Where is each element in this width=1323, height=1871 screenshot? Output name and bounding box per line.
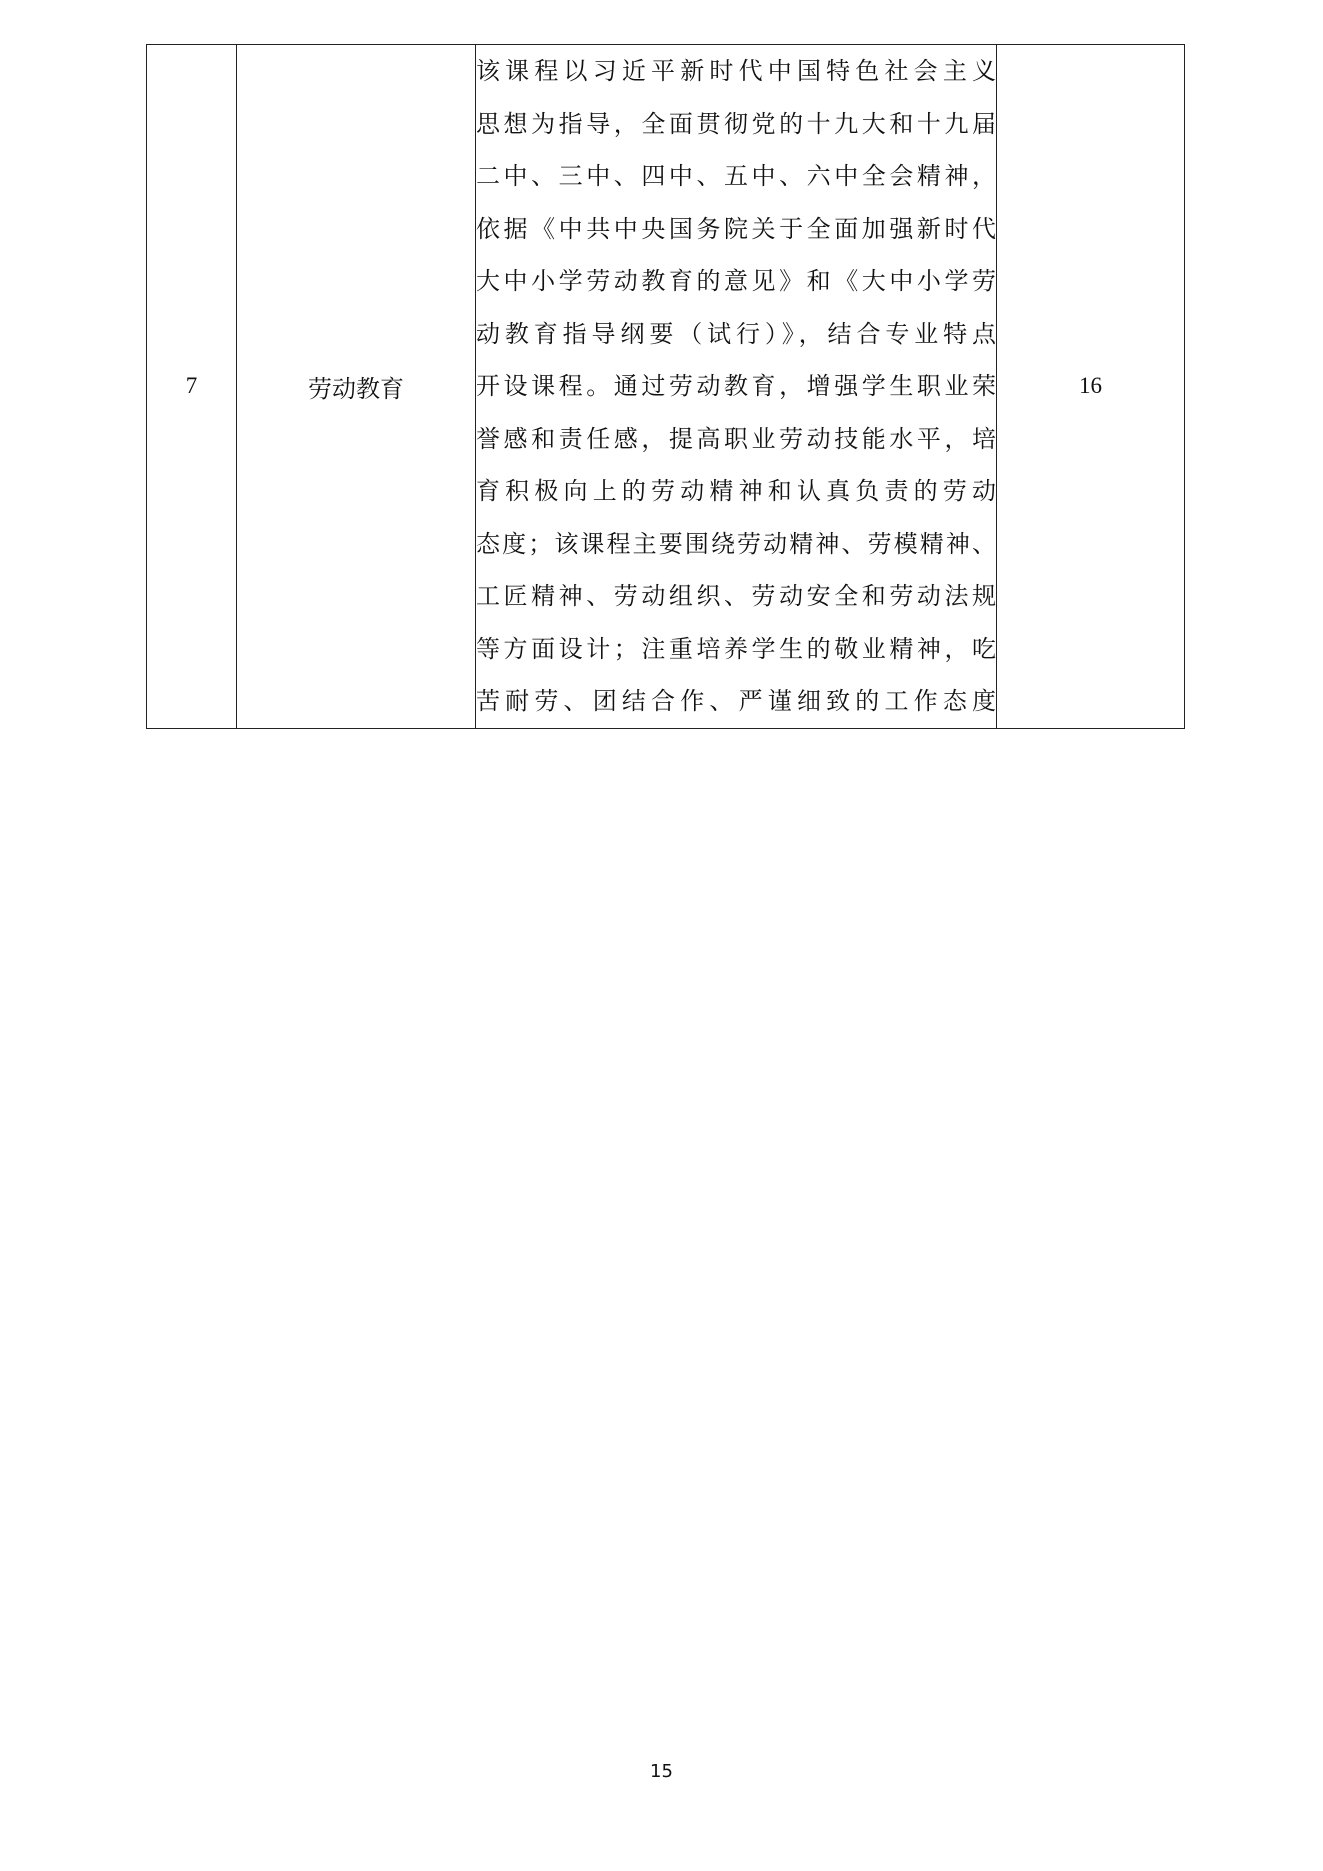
page-number: 15 [650, 1761, 673, 1782]
description-line: 思想为指导，全面贯彻党的十九大和十九届 [476, 109, 996, 138]
description-line: 苦耐劳、团结合作、严谨细致的工作态度 [476, 687, 996, 715]
course-table [146, 44, 1185, 729]
description-line: 育积极向上的劳动精神和认真负责的劳动 [476, 477, 996, 505]
description-line: 依据《中共中央国务院关于全面加强新时代 [476, 214, 996, 243]
description-line: 该课程以习近平新时代中国特色社会主义 [476, 57, 996, 85]
course-hours-cell: 16 [997, 45, 1185, 729]
course-description-cell [476, 45, 997, 729]
description-line: 动教育指导纲要（试行）》，结合专业特点 [476, 319, 996, 348]
description-line: 态度；该课程主要围绕劳动精神、劳模精神、 [476, 529, 996, 558]
description-line: 大中小学劳动教育的意见》和《大中小学劳 [476, 267, 996, 295]
description-line: 工匠精神、劳动组织、劳动安全和劳动法规 [476, 582, 996, 610]
course-name-cell: 劳动教育 [237, 45, 476, 729]
description-line: 誉感和责任感，提高职业劳动技能水平，培 [476, 424, 996, 453]
description-line: 开设课程。通过劳动教育，增强学生职业荣 [476, 372, 996, 400]
row-index-cell: 7 [147, 45, 237, 729]
table-row [147, 45, 1185, 729]
description-line: 等方面设计；注重培养学生的敬业精神，吃 [476, 634, 996, 663]
description-line: 二中、三中、四中、五中、六中全会精神， [476, 162, 996, 190]
